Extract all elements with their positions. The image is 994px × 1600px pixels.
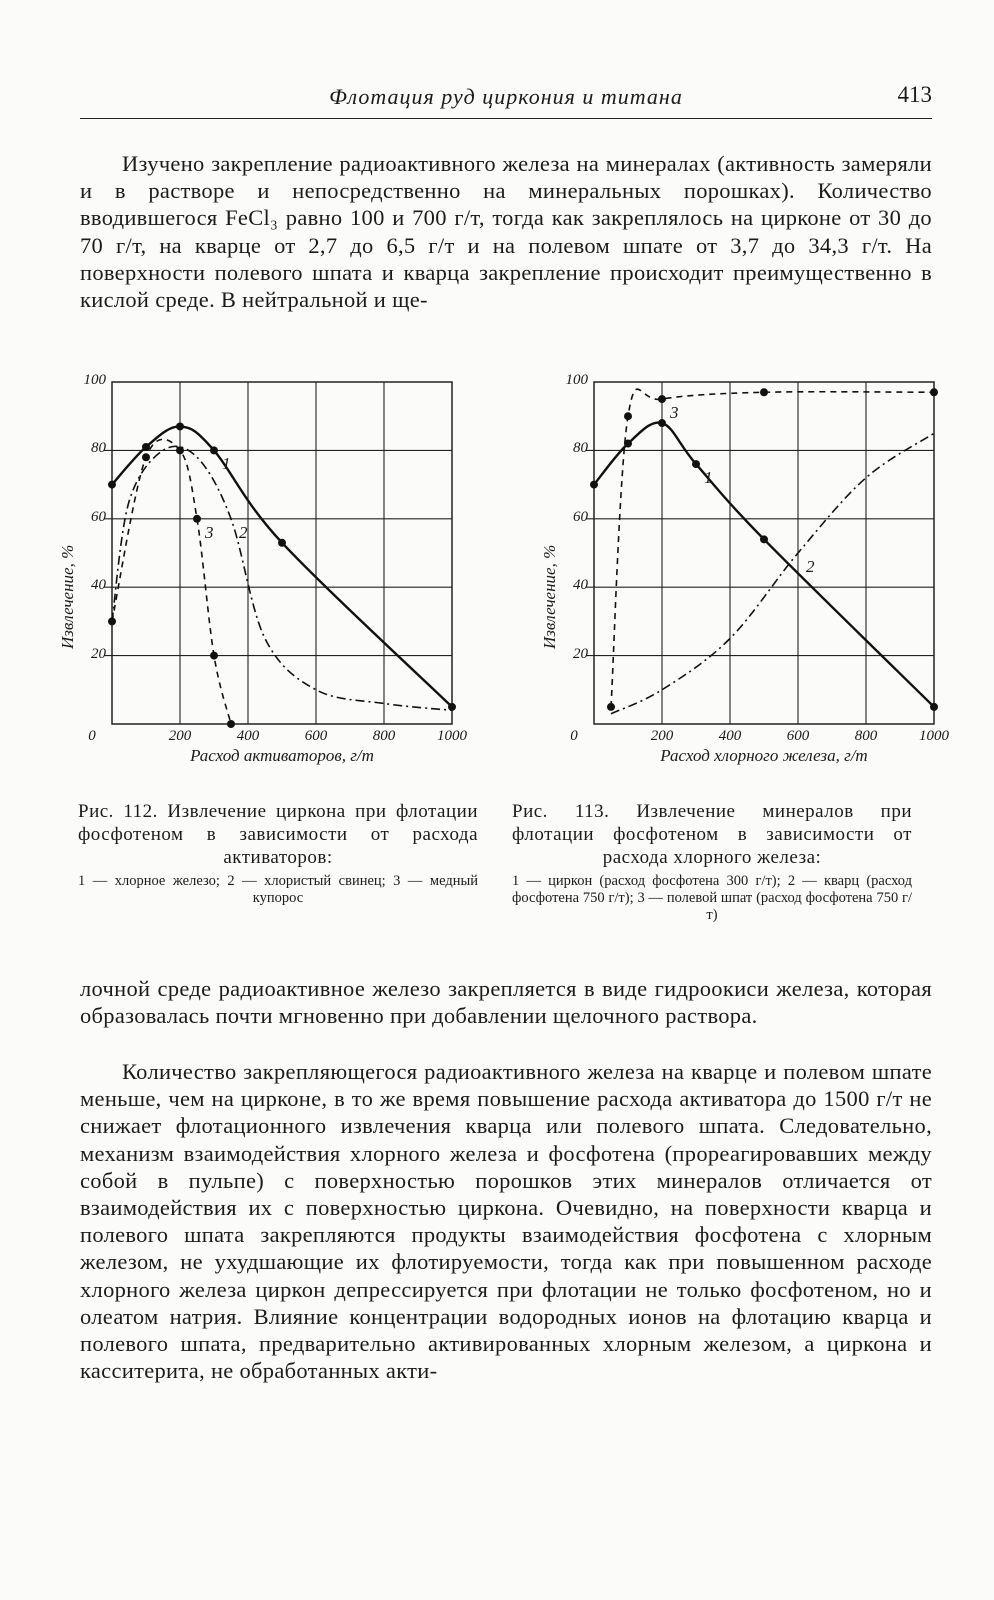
curve-label-1: 1 xyxy=(222,454,231,474)
caption-113-title: Рис. 113. Извлечение минералов при флотации фосфотеном в зависимости от расхода хлорного железа: xyxy=(512,801,912,868)
data-point xyxy=(210,652,218,660)
data-point xyxy=(930,388,938,396)
caption-113-legend: 1 — циркон (расход фосфотена 300 г/т); 2 — кварц (расход фосфотена 750 г/т); 3 — полевой шпат (расход фосфотена 750 г/т) xyxy=(512,873,912,923)
y-tick-label: 40 xyxy=(573,577,588,594)
x-tick-label: 0 xyxy=(88,728,96,744)
data-point xyxy=(658,419,666,427)
data-point xyxy=(176,422,184,430)
data-point xyxy=(227,720,235,728)
curve-label-2: 2 xyxy=(806,557,815,576)
y-tick-label: 60 xyxy=(573,508,588,525)
paragraph-3: Количество закрепляющегося радиоактивного железа на кварце и полевом шпате меньше, чем на цирконе, в то же время повышение расхода активатора до 1500 г/т не снижает флотационного извлечения кварца или полевого шпата. Следовательно, механизм взаимодействия хлорного железа и фосфотена (прореагировавших между собой в пульпе) с поверхностью порошков этих минералов отличается от взаимодействия их с поверхностью циркона. Очевидно, на поверхности кварца и полевого шпата закрепляются продукты взаимодействия фосфотена с хлорным железом, не ухудшающие их флотируемости, тогда как при повышенном расходе хлорного железа циркон депрессируется при флотации не только фосфотеном, но и олеатом натрия. Влияние концентрации водородных ионов на флотацию кварца и полевого шпата, предварительно активированных хлорным железом, а циркона и касситерита, не обработанных акти- xyxy=(80,1059,932,1384)
x-tick-label: 400 xyxy=(236,728,260,744)
y-tick-label: 80 xyxy=(91,440,106,457)
x-tick-label: 200 xyxy=(650,728,674,744)
data-point xyxy=(176,446,184,454)
data-point xyxy=(108,481,116,489)
y-tick-label: 40 xyxy=(91,577,106,594)
plot-frame xyxy=(594,382,934,724)
data-point xyxy=(692,460,700,468)
data-point xyxy=(930,703,938,711)
y-axis-title: Извлечение, % xyxy=(58,544,77,649)
caption-112 xyxy=(78,800,478,907)
data-point xyxy=(658,395,666,403)
x-axis-title: Расход активаторов, г/т xyxy=(190,746,374,765)
y-tick-label: 100 xyxy=(565,372,588,388)
curve-label-1: 1 xyxy=(704,468,713,488)
figure-112 xyxy=(52,372,482,798)
x-tick-label: 800 xyxy=(372,728,396,744)
figure-113 xyxy=(534,372,964,798)
paragraph-1: Изучено закрепление радиоактивного железа на минералах (активность замеряли и в растворе и непосредственно на минеральных порошках). Количество вводившегося FeCl₃ равно 100 и 700 г/т, тогда как закреплялось на цирконе от 30 до 70 г/т, на кварце от 2,7 до 6,5 г/т и на полевом шпате от 3,7 до 34,3 г/т. На поверхности полевого шпата и кварца закрепление происходит преимущественно в кислой среде. В нейтральной и ще- xyxy=(80,151,932,313)
x-tick-label: 600 xyxy=(304,728,328,744)
x-tick-label: 200 xyxy=(168,728,192,744)
y-tick-label: 80 xyxy=(573,440,588,457)
data-point xyxy=(590,481,598,489)
series-line-1 xyxy=(594,423,934,707)
x-tick-label: 800 xyxy=(854,728,878,744)
data-point xyxy=(108,617,116,625)
curve-label-2: 2 xyxy=(239,522,248,542)
data-point xyxy=(210,446,218,454)
page-header xyxy=(80,78,932,119)
data-point xyxy=(142,443,150,451)
data-point xyxy=(624,412,632,420)
series-line-2 xyxy=(611,433,934,713)
data-point xyxy=(607,703,615,711)
series-line-1 xyxy=(112,426,452,706)
caption-112-legend: 1 — хлорное железо; 2 — хлористый свинец; 3 — медный купорос xyxy=(78,873,478,906)
y-tick-label: 20 xyxy=(573,645,588,662)
curve-label-3: 3 xyxy=(205,522,214,542)
x-tick-label: 0 xyxy=(570,728,578,744)
x-tick-label: 1000 xyxy=(919,728,949,744)
data-point xyxy=(278,539,286,547)
x-tick-label: 400 xyxy=(718,728,742,744)
data-point xyxy=(193,515,201,523)
series-line-2 xyxy=(112,446,452,710)
y-tick-label: 100 xyxy=(83,372,106,388)
caption-112-title: Рис. 112. Извлечение циркона при флотации фосфотеном в зависимости от расхода активаторов: xyxy=(78,801,478,868)
curve-label-3: 3 xyxy=(670,403,679,423)
x-axis-title: Расход хлорного железа, г/т xyxy=(660,746,868,765)
data-point xyxy=(760,388,768,396)
x-tick-label: 1000 xyxy=(437,728,467,744)
y-axis-title: Извлечение, % xyxy=(540,544,559,649)
y-tick-label: 60 xyxy=(91,508,106,525)
running-title: Флотация руд циркония и титана xyxy=(329,84,683,109)
series-line-3 xyxy=(112,439,231,724)
page-number: 413 xyxy=(897,82,932,107)
y-tick-label: 20 xyxy=(91,645,106,662)
caption-113 xyxy=(512,800,912,924)
x-tick-label: 600 xyxy=(786,728,810,744)
data-point xyxy=(760,535,768,543)
data-point xyxy=(142,453,150,461)
paragraph-2: лочной среде радиоактивное железо закрепляется в виде гидроокиси железа, которая образовалась почти мгновенно при добавлении щелочного раствора. xyxy=(80,976,932,1029)
